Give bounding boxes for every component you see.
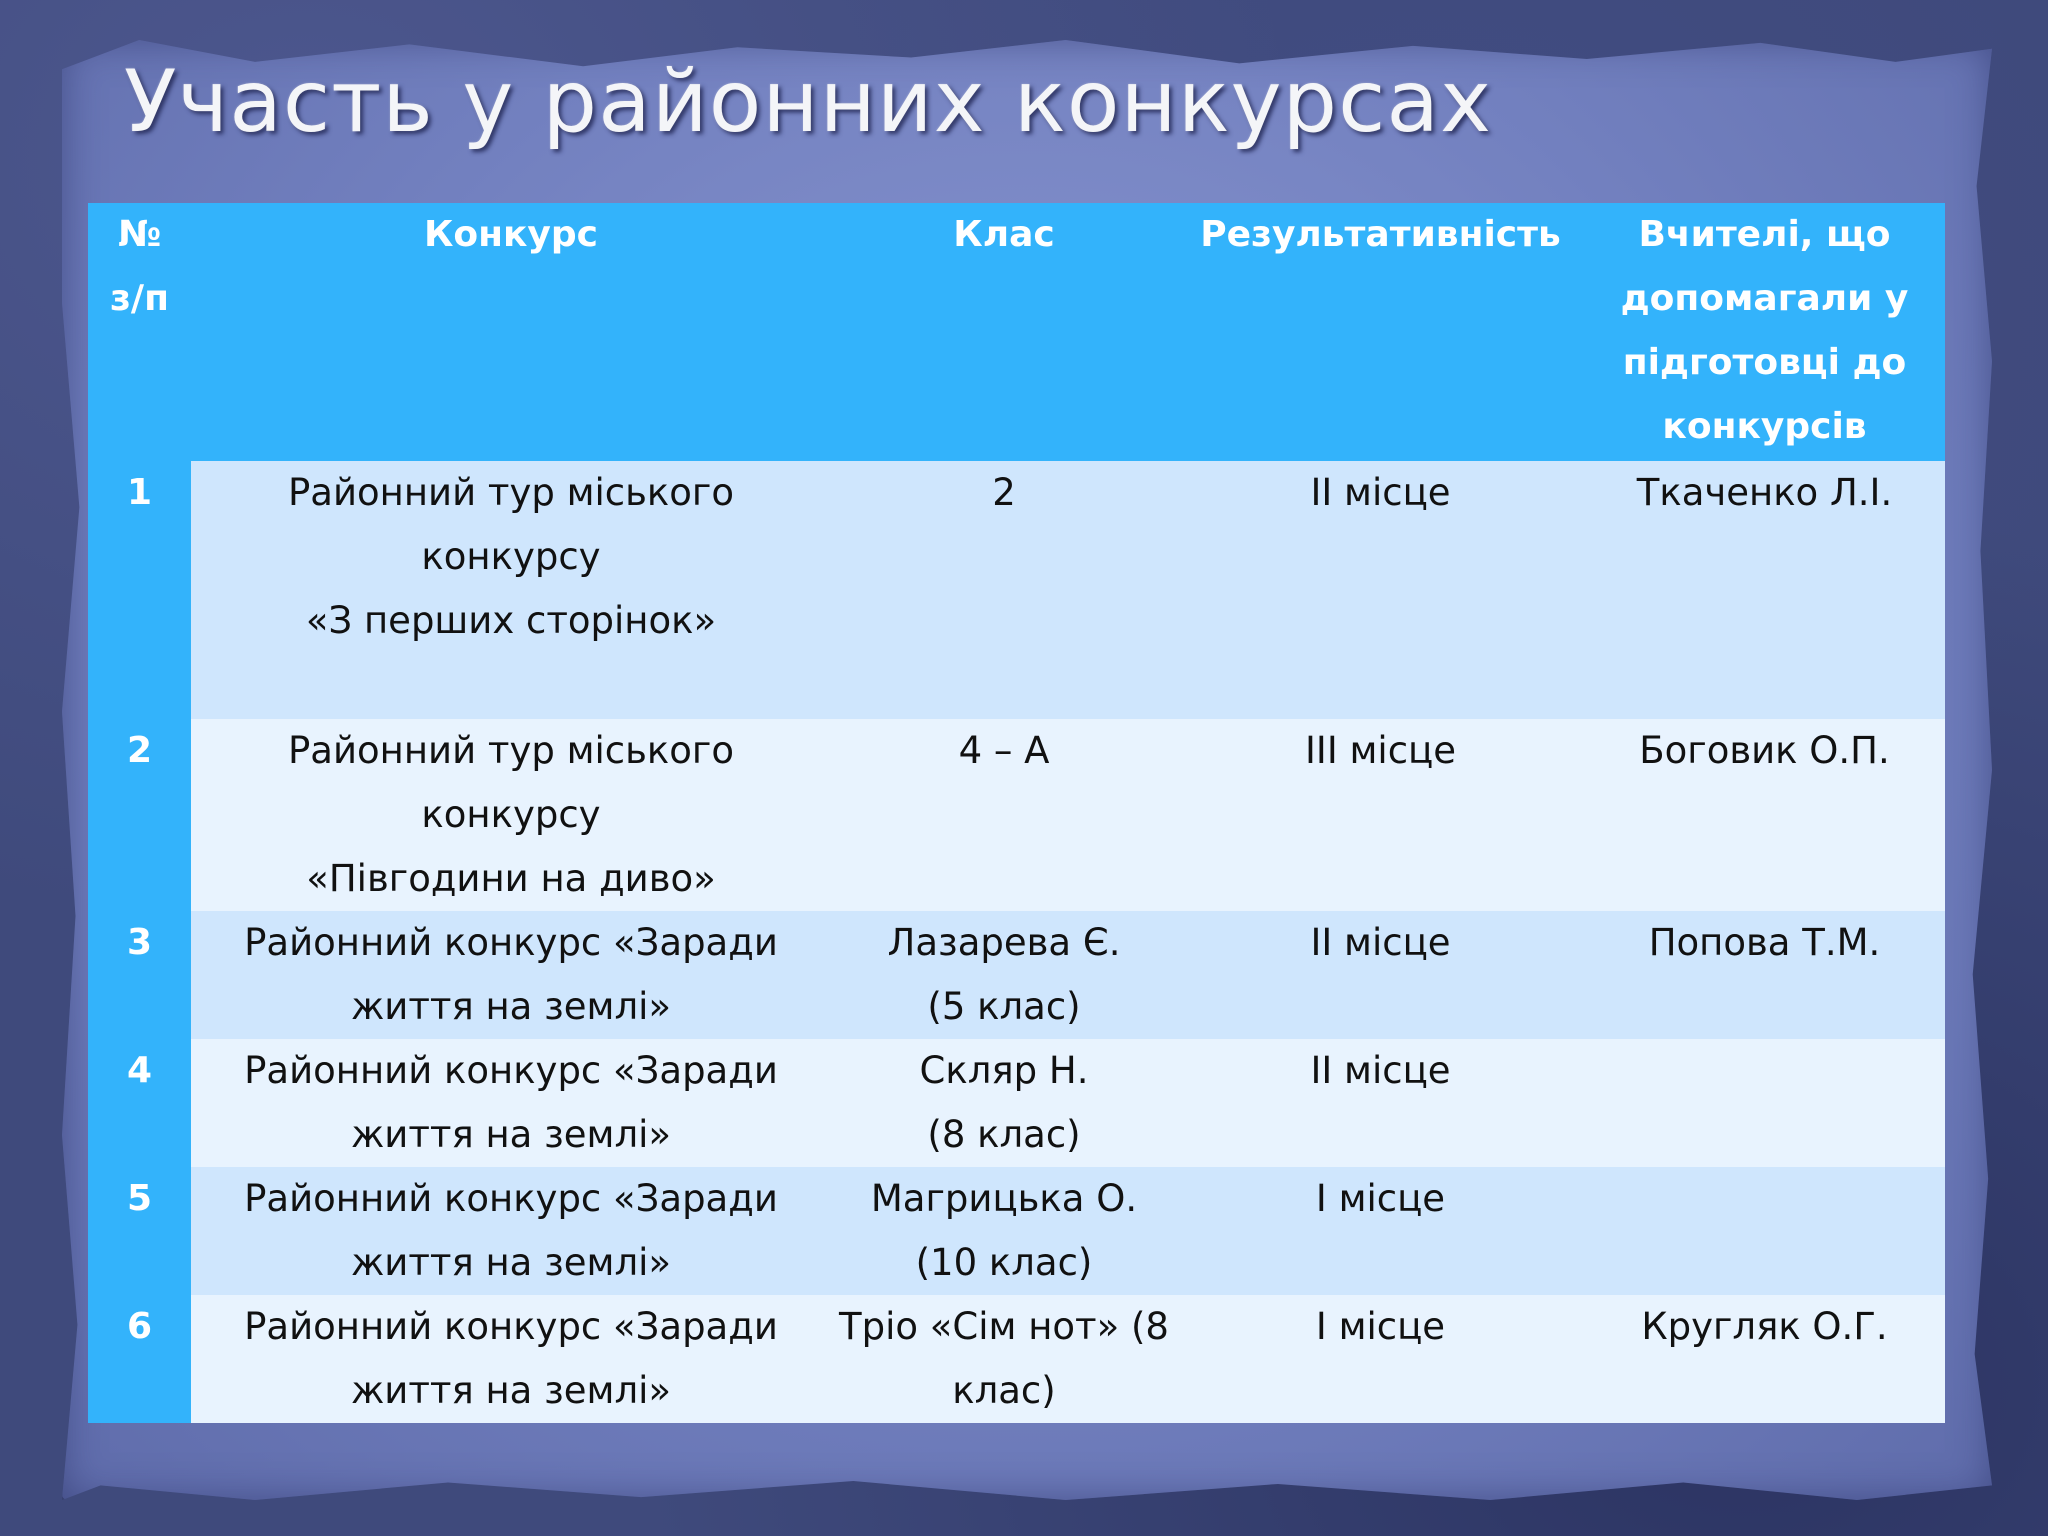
row-result: ІІ місце [1177,1039,1584,1167]
header-contest: Конкурс [191,203,831,461]
row-teacher [1584,1039,1945,1167]
row-num: 5 [88,1167,191,1295]
header-class: Клас [831,203,1177,461]
row-num: 6 [88,1295,191,1423]
row-result: І місце [1177,1167,1584,1295]
row-teacher [1584,1167,1945,1295]
row-class: Тріо «Сім нот» (8 клас) [831,1295,1177,1423]
row-num: 2 [88,719,191,911]
header-num: № з/п [88,203,191,461]
table-row [88,911,1945,1039]
table-row [88,1167,1945,1295]
row-teacher: Попова Т.М. [1584,911,1945,1039]
row-contest: Районний конкурс «Заради життя на землі» [191,1039,831,1167]
slide-title: Участь у районних конкурсах [124,52,1493,152]
header-teachers: Вчителі, що допомагали у підготовці до конкурсів [1584,203,1945,461]
row-result: ІІІ місце [1177,719,1584,911]
row-num: 3 [88,911,191,1039]
contests-table [88,203,1945,1423]
row-teacher: Боговик О.П. [1584,719,1945,911]
row-class: Лазарева Є. (5 клас) [831,911,1177,1039]
row-contest: Районний конкурс «Заради життя на землі» [191,1167,831,1295]
row-class: Магрицька О. (10 клас) [831,1167,1177,1295]
header-result: Результативність [1177,203,1584,461]
table-header-row [88,203,1945,461]
row-contest: Районний конкурс «Заради життя на землі» [191,1295,831,1423]
row-num: 1 [88,461,191,719]
row-num: 4 [88,1039,191,1167]
row-teacher: Кругляк О.Г. [1584,1295,1945,1423]
row-contest: Районний конкурс «Заради життя на землі» [191,911,831,1039]
row-result: ІІ місце [1177,461,1584,719]
row-contest: Районний тур міського конкурсу «З перших сторінок» [191,461,831,719]
row-class: Скляр Н. (8 клас) [831,1039,1177,1167]
table-row [88,461,1945,719]
table-row [88,1039,1945,1167]
table-row [88,1295,1945,1423]
row-contest: Районний тур міського конкурсу «Півгодини на диво» [191,719,831,911]
row-result: І місце [1177,1295,1584,1423]
row-class: 4 – А [831,719,1177,911]
row-result: ІІ місце [1177,911,1584,1039]
row-class: 2 [831,461,1177,719]
table-row [88,719,1945,911]
row-teacher: Ткаченко Л.І. [1584,461,1945,719]
